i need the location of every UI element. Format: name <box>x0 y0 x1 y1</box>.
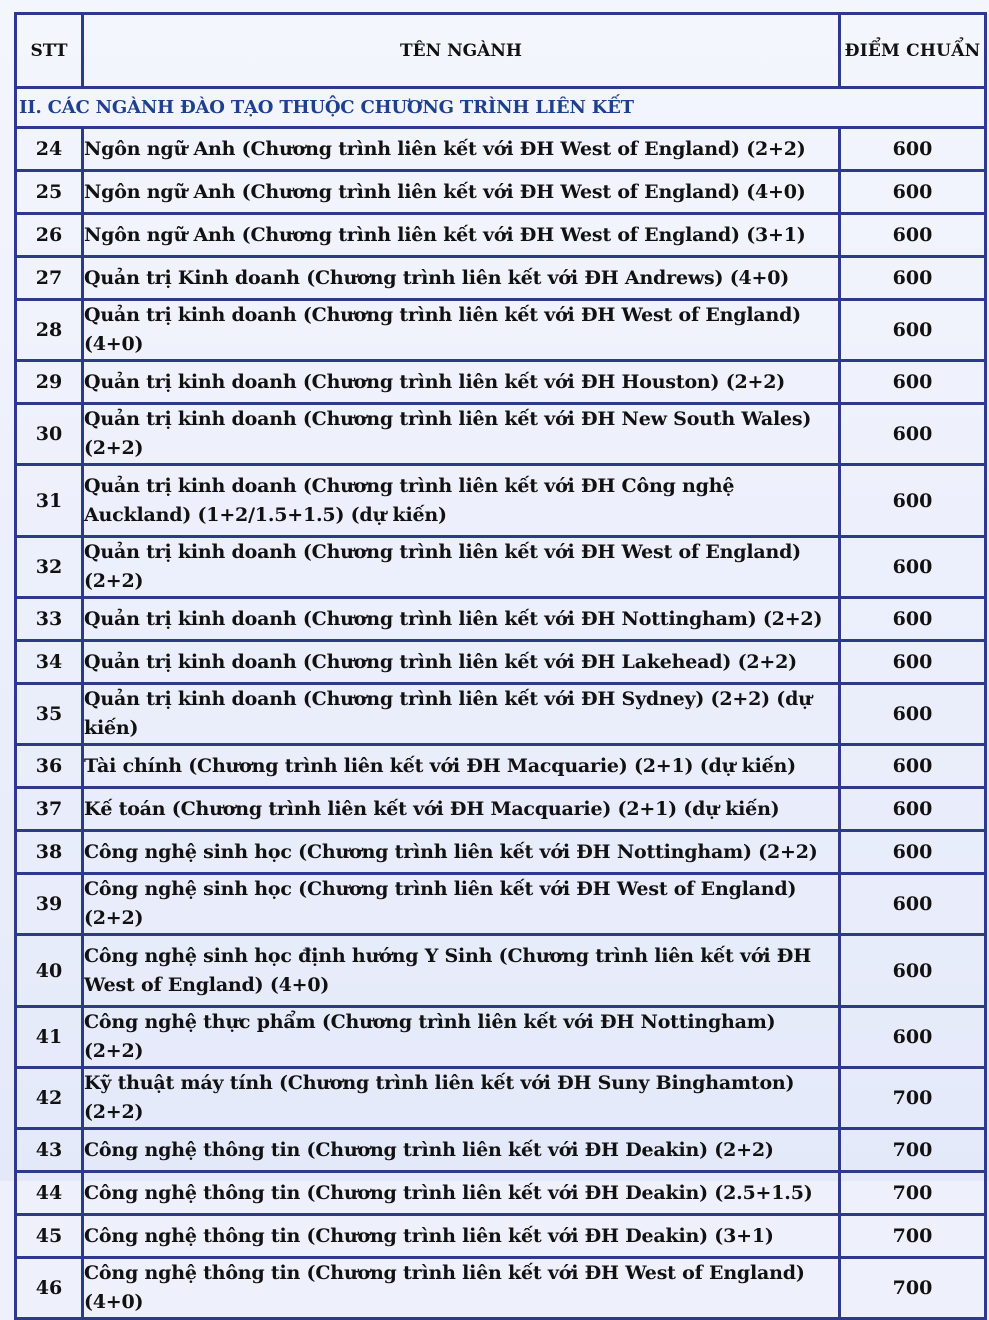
row-cutoff-score: 600 <box>840 1007 986 1068</box>
row-stt: 32 <box>16 537 83 598</box>
row-stt: 29 <box>16 361 83 404</box>
table-row <box>16 745 986 788</box>
table-row <box>16 128 986 171</box>
row-major-name: Quản trị kinh doanh (Chương trình liên kết với ĐH New South Wales) (2+2) <box>83 404 840 465</box>
row-cutoff-score: 600 <box>840 684 986 745</box>
row-cutoff-score: 700 <box>840 1172 986 1215</box>
row-cutoff-score: 600 <box>840 874 986 935</box>
row-stt: 35 <box>16 684 83 745</box>
table-row <box>16 404 986 465</box>
table-row <box>16 361 986 404</box>
row-stt: 28 <box>16 300 83 361</box>
row-stt: 30 <box>16 404 83 465</box>
table-row <box>16 788 986 831</box>
section-row <box>16 88 986 128</box>
row-stt: 24 <box>16 128 83 171</box>
row-major-name: Quản trị kinh doanh (Chương trình liên kết với ĐH Công nghệ Auckland) (1+2/1.5+1.5) (dự kiến) <box>83 465 840 537</box>
row-stt: 39 <box>16 874 83 935</box>
row-major-name: Công nghệ sinh học (Chương trình liên kết với ĐH West of England) (2+2) <box>83 874 840 935</box>
table-row <box>16 598 986 641</box>
row-stt: 33 <box>16 598 83 641</box>
row-major-name: Ngôn ngữ Anh (Chương trình liên kết với ĐH West of England) (2+2) <box>83 128 840 171</box>
row-cutoff-score: 700 <box>840 1129 986 1172</box>
row-stt: 36 <box>16 745 83 788</box>
row-major-name: Công nghệ thông tin (Chương trình liên kết với ĐH Deakin) (3+1) <box>83 1215 840 1258</box>
table-row <box>16 465 986 537</box>
table-row <box>16 300 986 361</box>
row-cutoff-score: 600 <box>840 641 986 684</box>
row-cutoff-score: 600 <box>840 300 986 361</box>
row-cutoff-score: 600 <box>840 537 986 598</box>
row-stt: 43 <box>16 1129 83 1172</box>
row-cutoff-score: 600 <box>840 128 986 171</box>
row-major-name: Quản trị kinh doanh (Chương trình liên kết với ĐH Lakehead) (2+2) <box>83 641 840 684</box>
row-stt: 31 <box>16 465 83 537</box>
header-stt: STT <box>16 14 83 88</box>
table-row <box>16 1129 986 1172</box>
row-stt: 37 <box>16 788 83 831</box>
row-cutoff-score: 700 <box>840 1068 986 1129</box>
row-stt: 38 <box>16 831 83 874</box>
row-cutoff-score: 600 <box>840 935 986 1007</box>
table-row <box>16 257 986 300</box>
table-body <box>16 88 986 1319</box>
row-stt: 25 <box>16 171 83 214</box>
row-stt: 45 <box>16 1215 83 1258</box>
row-stt: 41 <box>16 1007 83 1068</box>
row-cutoff-score: 700 <box>840 1258 986 1319</box>
table-row <box>16 1007 986 1068</box>
row-cutoff-score: 600 <box>840 257 986 300</box>
row-cutoff-score: 600 <box>840 745 986 788</box>
row-major-name: Tài chính (Chương trình liên kết với ĐH Macquarie) (2+1) (dự kiến) <box>83 745 840 788</box>
row-cutoff-score: 600 <box>840 788 986 831</box>
row-major-name: Quản trị kinh doanh (Chương trình liên kết với ĐH Houston) (2+2) <box>83 361 840 404</box>
row-major-name: Quản trị Kinh doanh (Chương trình liên kết với ĐH Andrews) (4+0) <box>83 257 840 300</box>
row-cutoff-score: 700 <box>840 1215 986 1258</box>
row-major-name: Quản trị kinh doanh (Chương trình liên kết với ĐH West of England) (4+0) <box>83 300 840 361</box>
row-stt: 27 <box>16 257 83 300</box>
row-stt: 26 <box>16 214 83 257</box>
table-row <box>16 874 986 935</box>
table-row <box>16 831 986 874</box>
table-row <box>16 171 986 214</box>
header-cutoff-score: ĐIỂM CHUẨN <box>840 14 986 88</box>
table-row <box>16 1258 986 1319</box>
row-stt: 42 <box>16 1068 83 1129</box>
row-major-name: Công nghệ thông tin (Chương trình liên kết với ĐH West of England) (4+0) <box>83 1258 840 1319</box>
table-row <box>16 214 986 257</box>
row-major-name: Kỹ thuật máy tính (Chương trình liên kết với ĐH Suny Binghamton) (2+2) <box>83 1068 840 1129</box>
table-row <box>16 1215 986 1258</box>
row-major-name: Công nghệ thông tin (Chương trình liên kết với ĐH Deakin) (2.5+1.5) <box>83 1172 840 1215</box>
table-row <box>16 935 986 1007</box>
table-row <box>16 684 986 745</box>
row-stt: 46 <box>16 1258 83 1319</box>
row-major-name: Quản trị kinh doanh (Chương trình liên kết với ĐH West of England) (2+2) <box>83 537 840 598</box>
row-stt: 34 <box>16 641 83 684</box>
section-title: II. CÁC NGÀNH ĐÀO TẠO THUỘC CHƯƠNG TRÌNH LIÊN KẾT <box>16 88 986 128</box>
row-major-name: Ngôn ngữ Anh (Chương trình liên kết với ĐH West of England) (4+0) <box>83 171 840 214</box>
row-cutoff-score: 600 <box>840 214 986 257</box>
table-row <box>16 537 986 598</box>
table-header-row <box>16 14 986 88</box>
row-major-name: Công nghệ sinh học (Chương trình liên kết với ĐH Nottingham) (2+2) <box>83 831 840 874</box>
row-major-name: Công nghệ thực phẩm (Chương trình liên kết với ĐH Nottingham) (2+2) <box>83 1007 840 1068</box>
row-stt: 44 <box>16 1172 83 1215</box>
row-major-name: Quản trị kinh doanh (Chương trình liên kết với ĐH Sydney) (2+2) (dự kiến) <box>83 684 840 745</box>
row-major-name: Kế toán (Chương trình liên kết với ĐH Macquarie) (2+1) (dự kiến) <box>83 788 840 831</box>
table-row <box>16 1172 986 1215</box>
header-major-name: TÊN NGÀNH <box>83 14 840 88</box>
row-stt: 40 <box>16 935 83 1007</box>
row-cutoff-score: 600 <box>840 831 986 874</box>
row-cutoff-score: 600 <box>840 465 986 537</box>
row-major-name: Công nghệ sinh học định hướng Y Sinh (Chương trình liên kết với ĐH West of England) (4+0) <box>83 935 840 1007</box>
row-cutoff-score: 600 <box>840 404 986 465</box>
table-row <box>16 1068 986 1129</box>
row-major-name: Ngôn ngữ Anh (Chương trình liên kết với ĐH West of England) (3+1) <box>83 214 840 257</box>
row-cutoff-score: 600 <box>840 361 986 404</box>
admission-score-table <box>14 12 987 1320</box>
row-cutoff-score: 600 <box>840 598 986 641</box>
row-cutoff-score: 600 <box>840 171 986 214</box>
row-major-name: Công nghệ thông tin (Chương trình liên kết với ĐH Deakin) (2+2) <box>83 1129 840 1172</box>
row-major-name: Quản trị kinh doanh (Chương trình liên kết với ĐH Nottingham) (2+2) <box>83 598 840 641</box>
table-row <box>16 641 986 684</box>
